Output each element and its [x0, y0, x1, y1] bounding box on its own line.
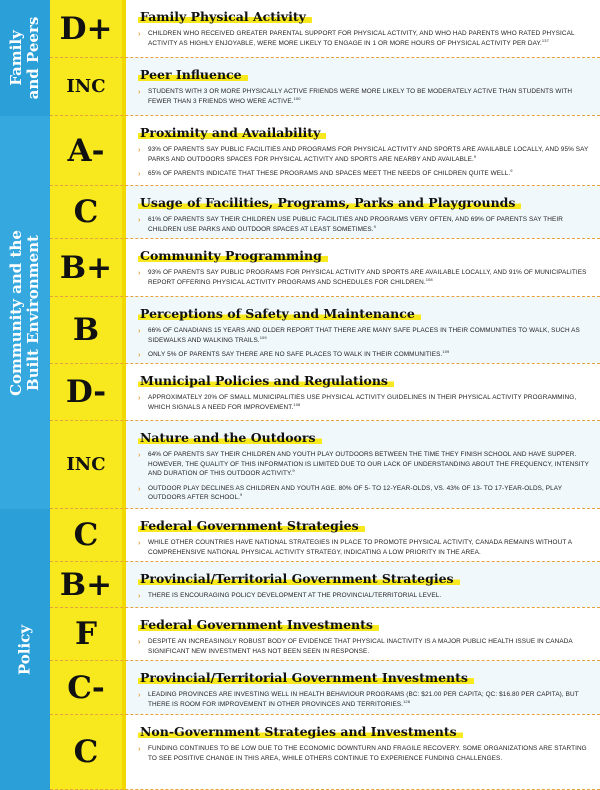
- grade-badge: B+: [59, 566, 113, 603]
- indicator-row: [50, 562, 600, 608]
- chevron-right-icon: ›: [138, 690, 141, 699]
- indicator-bullet: [138, 744, 590, 763]
- indicator-bullet: [138, 690, 590, 709]
- reference-number: 9: [240, 492, 243, 498]
- reference-number: 109: [442, 349, 450, 355]
- indicator-bullet: [138, 215, 590, 234]
- grade-badge: B: [72, 312, 100, 348]
- indicator-title: Federal Government Investments: [138, 617, 379, 632]
- bullet-text: FUNDING CONTINUES TO BE LOW DUE TO THE ECONOMIC DOWNTURN AND FRAGILE RECOVERY. SOME ORGANIZATIONS ARE STARTING TO SEE POSITIVE CHANGE IN THIS AREA, WHILE OTHERS CONTINUE TO EXPERIENCE FUNDING CHALLENGES.: [148, 745, 587, 762]
- indicator-description: [126, 715, 600, 789]
- indicator-bullet: [138, 268, 590, 287]
- indicator-row: [50, 715, 600, 790]
- indicator-description: [126, 562, 600, 607]
- bullet-text: 61% OF PARENTS SAY THEIR CHILDREN USE PUBLIC FACILITIES AND PROGRAMS VERY OFTEN, AND 69% OF PARENTS SAY THEIR CHILDREN USE PARKS AND OUTDOOR SPACES AT LEAST SOMETIMES.: [148, 216, 563, 233]
- indicator-description: [126, 116, 600, 185]
- indicator-description: [126, 0, 600, 57]
- bullet-text: 93% OF PARENTS SAY PUBLIC FACILITIES AND PROGRAMS FOR PHYSICAL ACTIVITY AND SPORTS ARE AVAILABLE LOCALLY, AND 95% SAY PARKS AND OUTDOORS SPACES FOR PHYSICAL ACTIVITY AND SPORTS ARE NEARBY AND AVAILABLE.: [148, 146, 589, 163]
- section-label: Community and the Built Environment: [7, 229, 42, 396]
- grade-badge: C: [73, 517, 99, 553]
- indicator-row: [50, 297, 600, 364]
- indicator-description: [126, 421, 600, 508]
- section-policy: [0, 509, 50, 790]
- bullet-text: LEADING PROVINCES ARE INVESTING WELL IN HEALTH BEHAVIOUR PROGRAMS (BC: $21.00 PER CAPITA; QC: $16.80 PER CAPITA), BUT THERE IS ROOM FOR IMPROVEMENT IN OTHER PROVINCES AND TERRITORIES.: [148, 691, 579, 708]
- indicator-title: Community Programming: [138, 248, 328, 263]
- reference-number: 109: [259, 334, 267, 340]
- chevron-right-icon: ›: [138, 393, 141, 402]
- indicator-row: [50, 58, 600, 116]
- section-family-and-peers: [0, 0, 50, 116]
- reference-number: 9: [373, 223, 376, 229]
- indicator-title: Federal Government Strategies: [138, 518, 365, 533]
- bullet-text: THERE IS ENCOURAGING POLICY DEVELOPMENT AT THE PROVINCIAL/TERRITORIAL LEVEL.: [148, 592, 442, 599]
- indicator-row: [50, 239, 600, 297]
- grade-badge: A-: [67, 132, 105, 169]
- bullet-text: OUTDOOR PLAY DECLINES AS CHILDREN AND YOUTH AGE. 80% OF 5- TO 12-YEAR-OLDS, VS. 43% OF 13- TO 17-YEAR-OLDS, PLAY OUTDOORS AFTER SCHOOL.: [148, 484, 562, 502]
- chevron-right-icon: ›: [138, 450, 141, 459]
- reference-number: 9: [292, 468, 295, 474]
- indicator-title: Perceptions of Safety and Maintenance: [138, 306, 421, 321]
- indicator-bullet: [138, 145, 590, 164]
- grade-badge: C-: [67, 669, 105, 706]
- indicator-row: [50, 509, 600, 562]
- reference-number: 100: [293, 95, 301, 101]
- indicator-row: [50, 608, 600, 661]
- indicator-bullet: [138, 326, 590, 345]
- grade-badge: B+: [59, 249, 113, 286]
- chevron-right-icon: ›: [138, 326, 141, 335]
- indicator-bullet: [138, 637, 590, 656]
- chevron-right-icon: ›: [138, 538, 141, 547]
- indicator-title: Peer Influence: [138, 67, 248, 82]
- indicator-bullet: [138, 87, 590, 106]
- indicator-row: [50, 186, 600, 239]
- indicator-row: [50, 421, 600, 509]
- chevron-right-icon: ›: [138, 591, 141, 600]
- section-community-built-environment: [0, 116, 50, 509]
- indicator-bullet: [138, 484, 590, 503]
- indicator-bullet: [138, 350, 590, 360]
- bullet-text: 93% OF PARENTS SAY PUBLIC PROGRAMS FOR PHYSICAL ACTIVITY AND SPORTS ARE AVAILABLE LOCALLY, AND 91% OF MUNICIPALITIES REPORT OFFERING PHYSICAL ACTIVITY PROGRAMS AND SCHEDULES FOR CHILDREN.: [148, 269, 587, 286]
- indicator-description: [126, 186, 600, 238]
- indicator-row: [50, 364, 600, 421]
- indicator-description: [126, 509, 600, 561]
- bullet-text: CHILDREN WHO RECEIVED GREATER PARENTAL SUPPORT FOR PHYSICAL ACTIVITY, AND WHO HAD PARENTS WHO RATED PHYSICAL ACTIVITY AS HIGHLY ENJOYABLE, WERE MORE LIKELY TO ENGAGE IN 1 OR MORE HOURS OF PHYSICAL ACTIVITY PER DAY.: [148, 30, 575, 47]
- indicator-bullet: [138, 393, 590, 412]
- reference-number: 108: [293, 401, 301, 407]
- indicator-description: [126, 58, 600, 115]
- reference-number: 108: [425, 276, 433, 282]
- chevron-right-icon: ›: [138, 744, 141, 753]
- indicator-description: [126, 297, 600, 363]
- grade-badge: INC: [66, 76, 106, 97]
- indicator-description: [126, 364, 600, 420]
- indicator-bullet: [138, 591, 590, 601]
- chevron-right-icon: ›: [138, 268, 141, 277]
- grade-badge: D-: [65, 374, 107, 410]
- indicator-title: Family Physical Activity: [138, 9, 312, 24]
- grade-badge: D+: [59, 10, 113, 47]
- indicator-description: [126, 661, 600, 714]
- chevron-right-icon: ›: [138, 87, 141, 96]
- chevron-right-icon: ›: [138, 215, 141, 224]
- section-label: Policy: [15, 624, 34, 675]
- indicator-title: Provincial/Territorial Government Investments: [138, 670, 474, 685]
- bullet-text: ONLY 5% OF PARENTS SAY THERE ARE NO SAFE PLACES TO WALK IN THEIR COMMUNITIES.: [148, 351, 443, 359]
- indicator-row: [50, 661, 600, 715]
- chevron-right-icon: ›: [138, 637, 141, 646]
- indicator-title: Usage of Facilities, Programs, Parks and Playgrounds: [138, 195, 521, 210]
- bullet-text: STUDENTS WITH 3 OR MORE PHYSICALLY ACTIVE FRIENDS WERE MORE LIKELY TO BE MODERATELY ACTIVE THAN STUDENTS WITH FEWER THAN 3 FRIENDS WHO WERE ACTIVE.: [148, 88, 573, 105]
- indicator-bullet: [138, 450, 590, 479]
- chevron-right-icon: ›: [138, 350, 141, 360]
- indicator-title: Non-Government Strategies and Investments: [138, 724, 463, 739]
- bullet-text: 64% OF PARENTS SAY THEIR CHILDREN AND YOUTH PLAY OUTDOORS BETWEEN THE TIME THEY FINISH SCHOOL AND HAVE SUPPER. HOWEVER, THE QUALITY OF THIS INFORMATION IS LIMITED DUE TO OUR LACK OF UNDERSTANDING ABOUT THE FREQUENCY, INTENSITY AND DURATION OF THIS OUTDOOR ACTIVITY.: [148, 451, 589, 478]
- bullet-text: DESPITE AN INCREASINGLY ROBUST BODY OF EVIDENCE THAT PHYSICAL INACTIVITY IS A MAJOR PUBLIC HEALTH ISSUE IN CANADA SIGNIFICANT NEW INVESTMENT HAS NOT BEEN SEEN IN RESPONSE.: [148, 638, 573, 655]
- reference-number: 128: [403, 698, 411, 704]
- reference-number: 9: [510, 168, 513, 174]
- indicator-title: Municipal Policies and Regulations: [138, 373, 394, 388]
- bullet-text: 66% OF CANADIANS 15 YEARS AND OLDER REPORT THAT THERE ARE MANY SAFE PLACES IN THEIR COMMUNITIES TO WALK, SUCH AS SIDEWALKS AND WALKING TRAILS.: [148, 327, 580, 344]
- indicator-row: [50, 116, 600, 186]
- indicator-bullet: [138, 169, 590, 179]
- bullet-text: APPROXIMATELY 20% OF SMALL MUNICIPALITIES USE PHYSICAL ACTIVITY GUIDELINES IN THEIR PHYSICAL ACTIVITY PROGRAMMING, WHICH SIGNALS A NEED FOR IMPROVEMENT.: [148, 394, 577, 411]
- chevron-right-icon: ›: [138, 169, 141, 179]
- grade-badge: F: [74, 616, 97, 652]
- section-label: Family and Peers: [7, 16, 42, 100]
- indicator-row: [50, 0, 600, 58]
- indicator-description: [126, 608, 600, 660]
- indicator-description: [126, 239, 600, 296]
- reference-number: 9: [473, 153, 477, 159]
- indicator-title: Proximity and Availability: [138, 125, 326, 140]
- indicator-bullet: [138, 538, 590, 557]
- indicator-bullet: [138, 29, 590, 48]
- grade-badge: C: [73, 194, 99, 230]
- bullet-text: 65% OF PARENTS INDICATE THAT THESE PROGRAMS AND SPACES MEET THE NEEDS OF CHILDREN QUITE WELL.: [148, 170, 511, 178]
- reference-number: 137: [541, 37, 549, 43]
- indicator-title: Nature and the Outdoors: [138, 430, 322, 445]
- bullet-text: WHILE OTHER COUNTRIES HAVE NATIONAL STRATEGIES IN PLACE TO PROMOTE PHYSICAL ACTIVITY, CANADA REMAINS WITHOUT A COMPREHENSIVE NATIONAL PHYSICAL ACTIVITY STRATEGY, INDICATING A LOW PRIORITY IN THE AREA.: [148, 539, 572, 556]
- chevron-right-icon: ›: [138, 145, 141, 154]
- chevron-right-icon: ›: [138, 483, 141, 493]
- indicator-title: Provincial/Territorial Government Strategies: [138, 571, 460, 586]
- grade-badge: C: [73, 734, 99, 770]
- grade-badge: INC: [66, 454, 106, 475]
- chevron-right-icon: ›: [138, 29, 141, 38]
